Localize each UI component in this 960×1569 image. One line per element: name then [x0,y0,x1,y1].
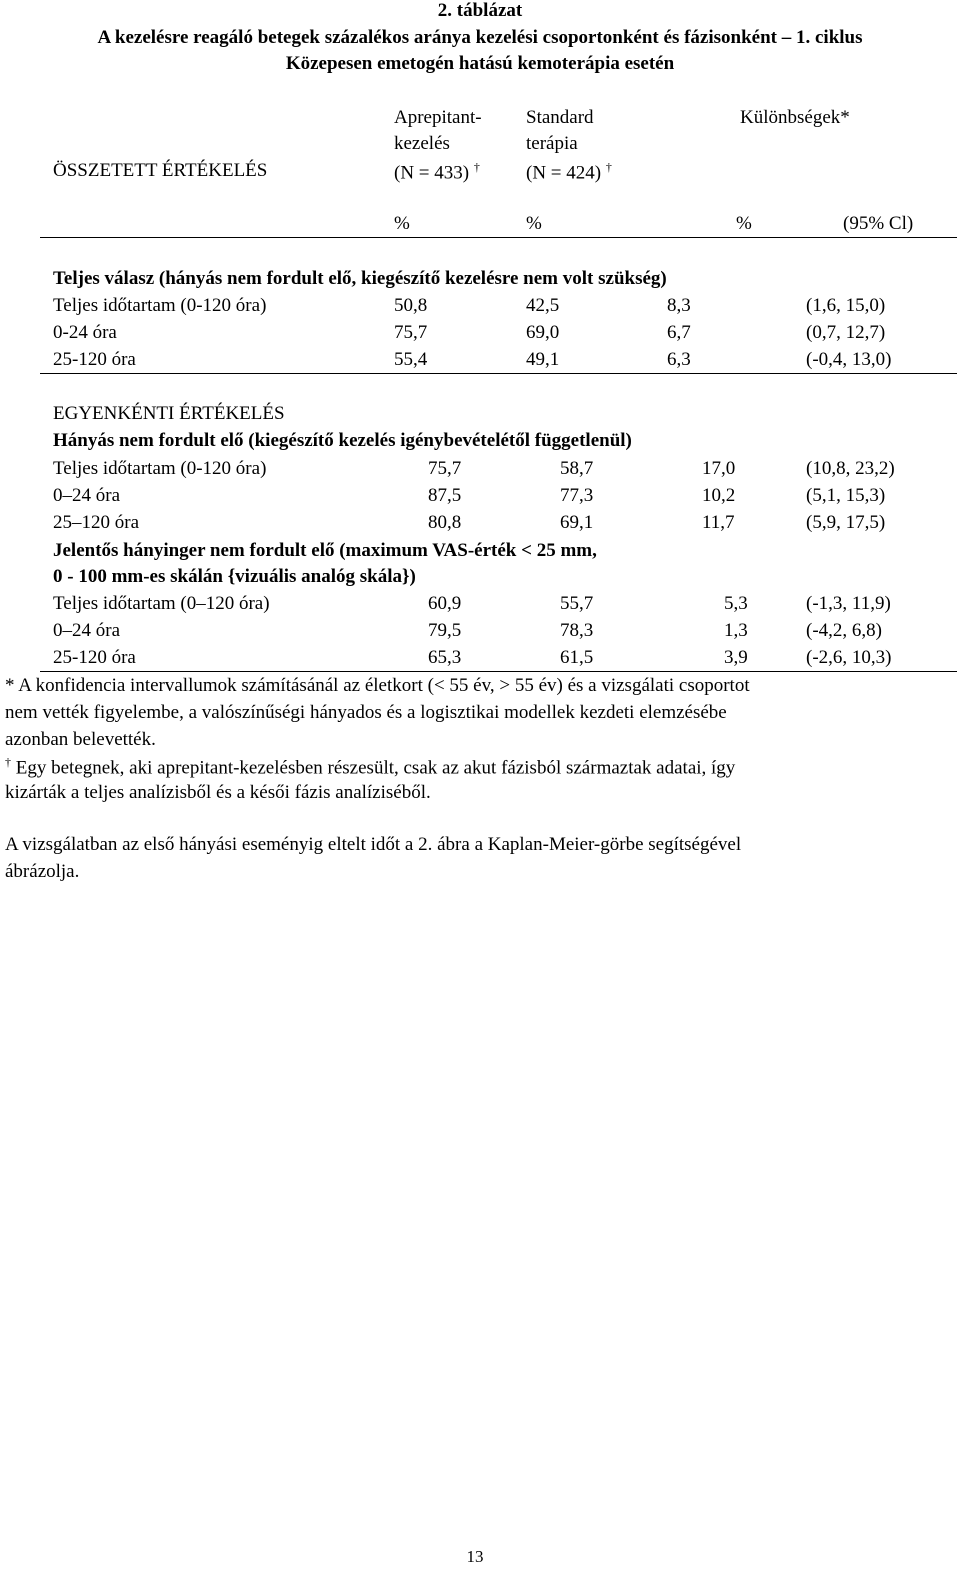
unit-diff: % [736,213,752,234]
header-row-label: ÖSSZETETT ÉRTÉKELÉS [53,160,268,181]
table-title: A kezelésre reagáló betegek százalékos aránya kezelési csoportonként és fázisonként – 1. ciklus [97,27,863,48]
section2-title: EGYENKÉNTI ÉRTÉKELÉS [53,403,285,424]
section1-heading: Teljes válasz (hányás nem fordult elő, kiegészítő kezelésre nem volt szükség) [53,268,667,289]
footnote-star-3: azonban belevették. [5,729,156,750]
footnote-star-2: nem vették figyelembe, a valószínűségi hányados és a logisztikai modellek kezdeti elemzésébe [5,702,727,723]
section3-heading-2: 0 - 100 mm-es skálán {vizuális analóg skála}) [53,566,416,587]
table-number: 2. táblázat [437,0,523,21]
dagger-mark: † [473,160,480,174]
header-aprepitant-2: kezelés [394,133,450,154]
dagger-mark: † [5,755,11,769]
header-aprepitant-3: (N = 433) † [394,160,480,184]
page-number: 13 [466,1547,484,1566]
section2-heading: Hányás nem fordult elő (kiegészítő kezelés igénybevételétől függetlenül) [53,430,632,451]
dagger-mark: † [605,160,612,174]
header-standard-2: terápia [526,133,578,154]
footnote-dagger-1: † Egy betegnek, aki aprepitant-kezelésben részesült, csak az akut fázisból származtak adatai, így [5,755,736,779]
table-bottom-rule [40,671,957,672]
header-aprepitant-1: Aprepitant- [394,107,482,128]
unit-ci: (95% Cl) [843,213,914,234]
footnote-star-1: * A konfidencia intervallumok számításánál az életkort (< 55 év, > 55 év) és a vizsgálati csoportot [5,675,750,696]
unit-standard: % [526,213,542,234]
body-text-2: ábrázolja. [5,861,80,882]
table-subtitle: Közepesen emetogén hatású kemoterápia esetén [285,53,675,74]
footnote-dagger-2: kizárták a teljes analízisből és a késői fázis analíziséből. [5,782,431,803]
header-standard-3: (N = 424) † [526,160,612,184]
header-diff: Különbségek* [740,107,850,128]
body-text-1: A vizsgálatban az első hányási eseményig eltelt időt a 2. ábra a Kaplan-Meier-görbe segítségével [5,834,742,855]
header-rule [40,237,957,238]
section1-rule [40,373,957,374]
section3-heading-1: Jelentős hányinger nem fordult elő (maximum VAS-érték < 25 mm, [53,540,597,561]
header-standard-1: Standard [526,107,594,128]
unit-aprepitant: % [394,213,410,234]
